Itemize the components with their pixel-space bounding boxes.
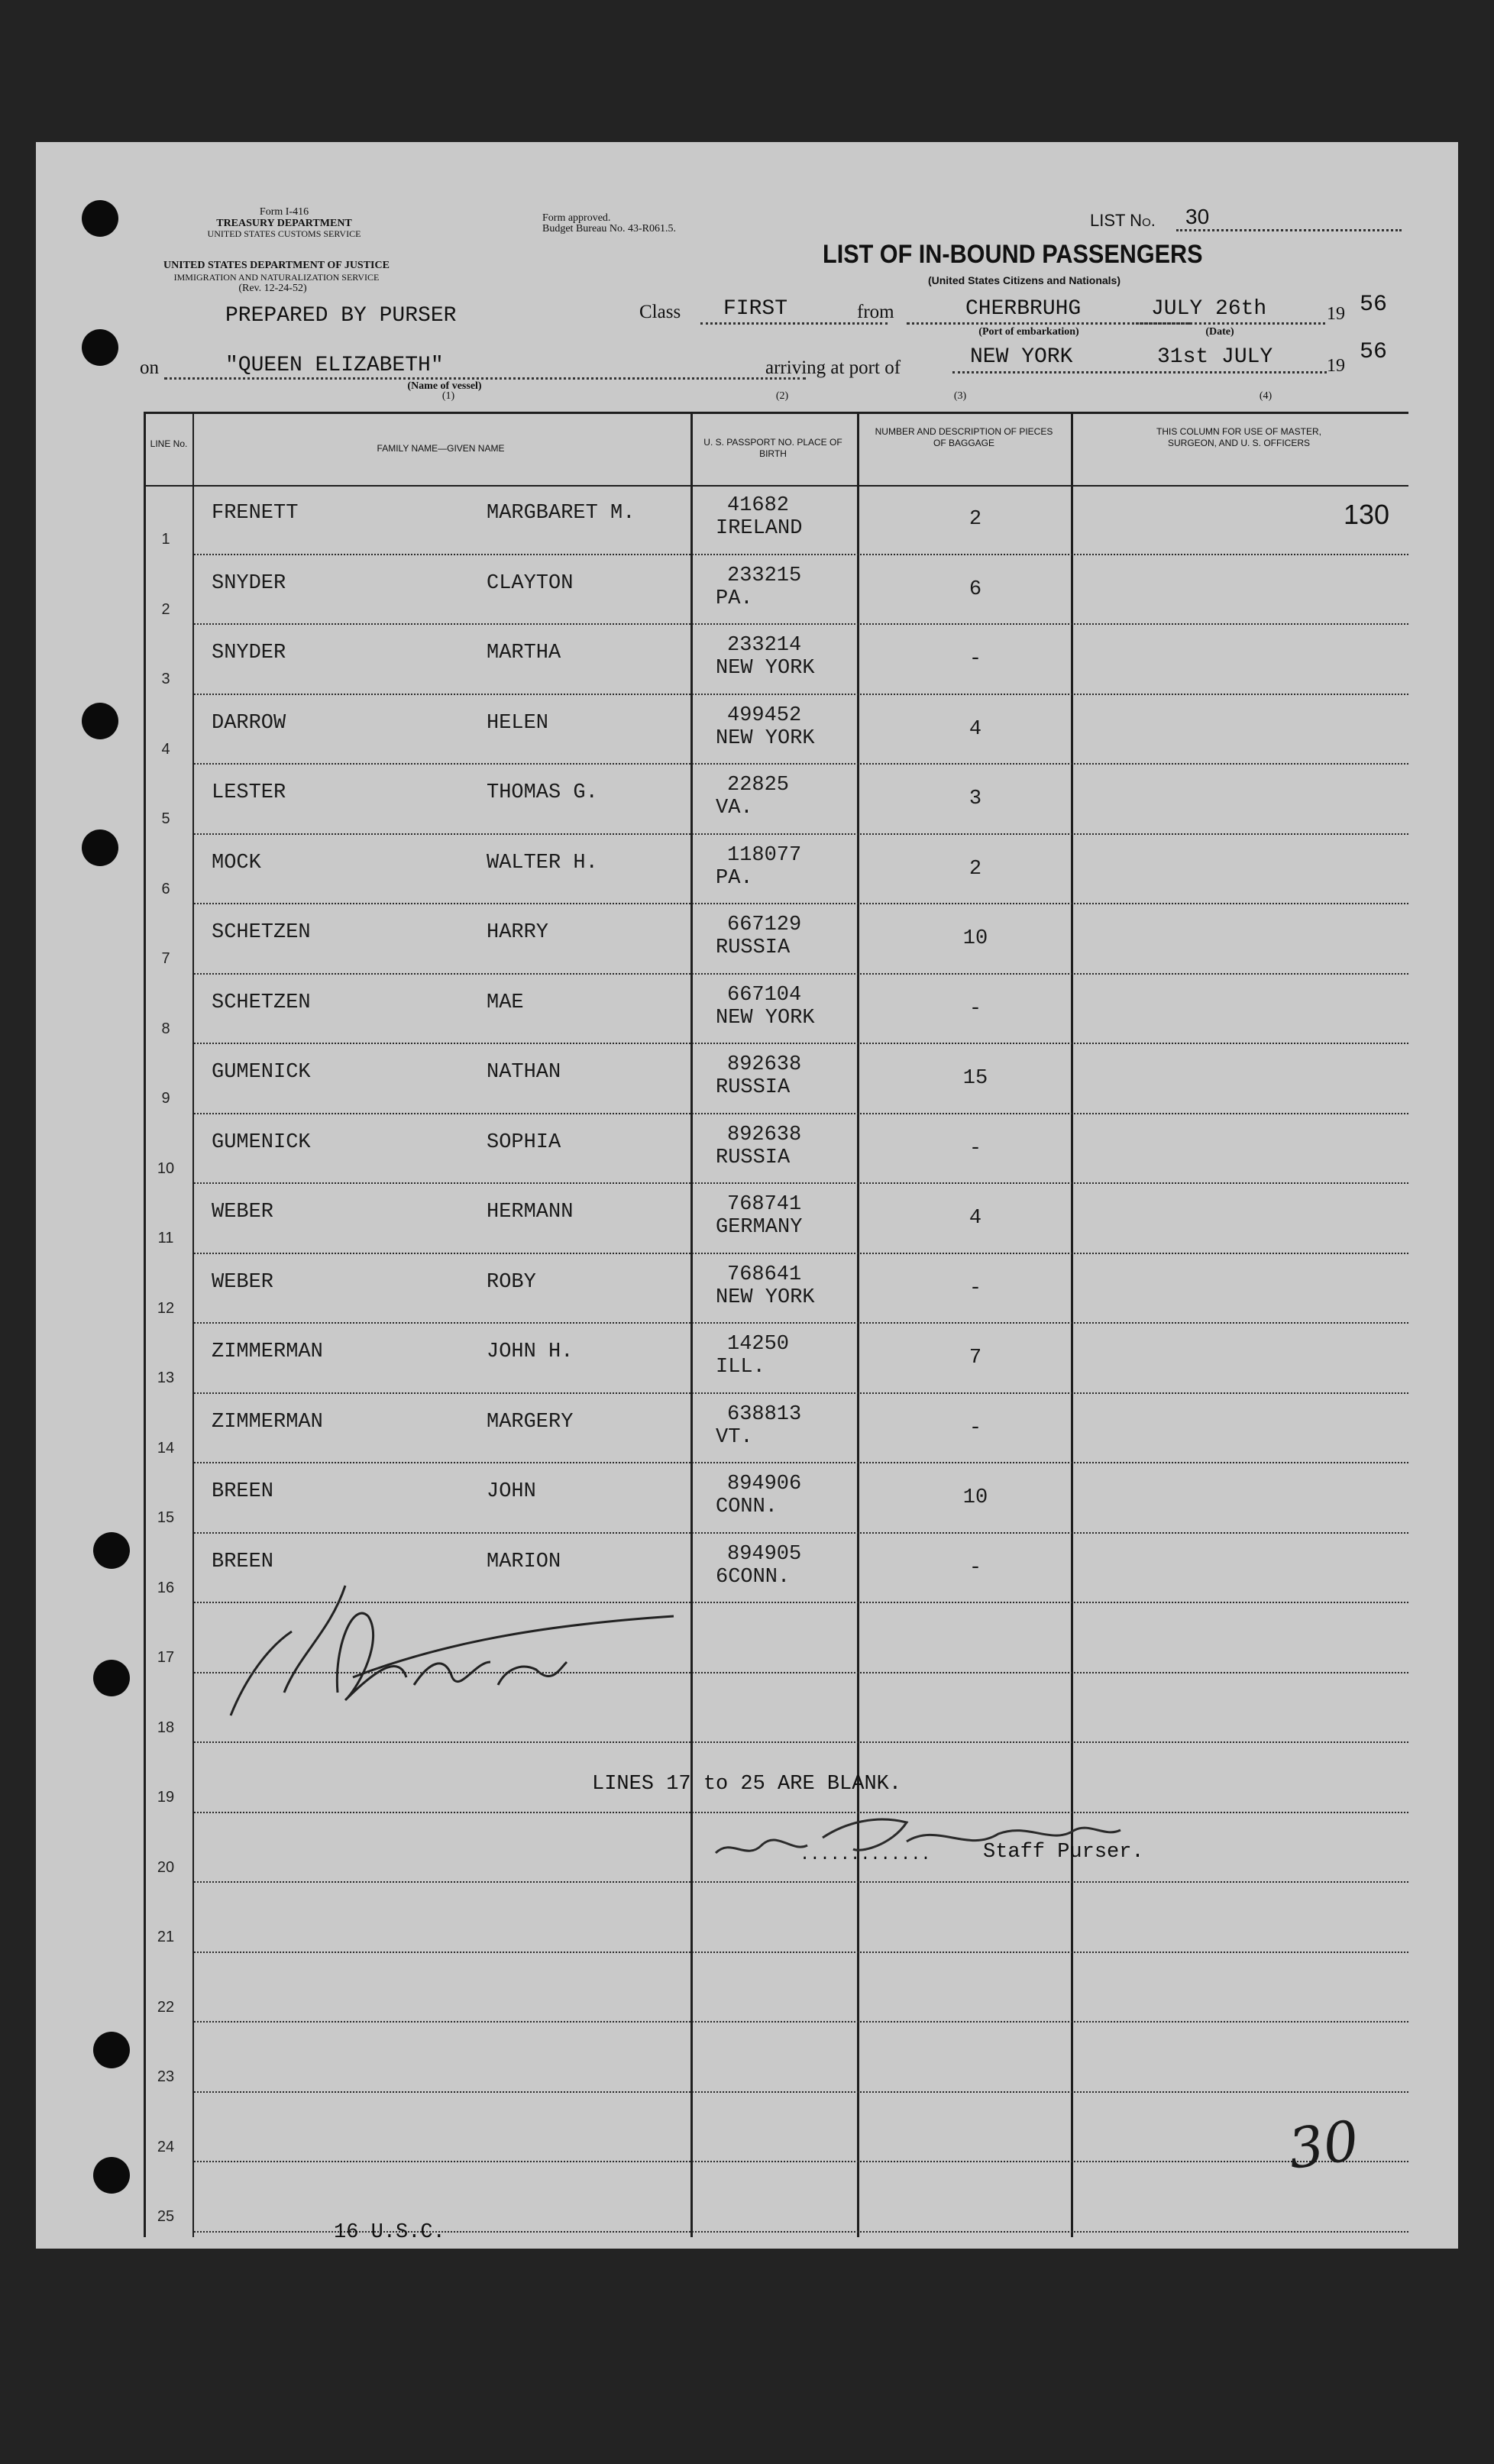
revision: (Rev. 12-24-52) [238,283,307,294]
baggage-count: 2 [969,508,982,531]
family-name: SCHETZEN [212,991,311,1014]
year2-prefix: 19 [1327,356,1345,376]
baggage-count: - [969,997,982,1020]
place-of-birth: GERMANY [716,1216,803,1239]
given-name: HERMANN [487,1201,574,1224]
given-name: ROBY [487,1270,536,1294]
passport-number: 638813 [727,1402,802,1426]
row-divider [194,623,1408,625]
family-name: WEBER [212,1270,274,1294]
on-label: on [140,357,159,378]
row-divider [194,1951,1408,1953]
family-name: LESTER [212,781,286,804]
year2-value: 56 [1360,339,1388,365]
arriving-label: arriving at port of [765,357,901,378]
line-number: 10 [157,1159,175,1177]
baggage-count: - [969,1276,982,1300]
treasury-dept: TREASURY DEPARTMENT [216,218,352,229]
given-name: JOHN [487,1480,536,1503]
passport-number: 499452 [727,703,802,727]
given-name: HELEN [487,711,549,735]
family-name: BREEN [212,1550,274,1573]
row-divider [194,833,1408,835]
row-divider [194,2091,1408,2093]
baggage-count: 6 [969,577,982,601]
date-caption: (Date) [1205,326,1234,338]
signature-dots: ............. [800,1845,931,1864]
row-divider [194,1881,1408,1883]
footer-code: 16 U.S.C. [334,2221,445,2244]
col-header-name: FAMILY NAME—GIVEN NAME [377,443,505,454]
family-name: SNYDER [212,571,286,595]
row-divider [194,763,1408,765]
given-name: SOPHIA [487,1130,561,1154]
given-name: MARGBARET M. [487,502,635,525]
line-number: 23 [157,2068,175,2085]
purser-signature [708,1807,1136,1876]
passport-number: 41682 [727,494,790,517]
form-id: Form I-416 [259,206,309,218]
place-of-birth: VA. [716,797,753,820]
passport-number: 233214 [727,634,802,657]
signer-title: Staff Purser. [983,1841,1144,1864]
given-name: THOMAS G. [487,781,598,804]
family-name: ZIMMERMAN [212,1410,323,1434]
arrival-port: NEW YORK [970,345,1073,369]
row-divider [194,1113,1408,1114]
port-caption: (Port of embarkation) [978,326,1079,338]
col-header-passport: U. S. PASSPORT NO. PLACE OF BIRTH [703,437,842,459]
col-num-3: (3) [953,390,967,402]
passport-number: 233215 [727,564,802,587]
col-num-4: (4) [1259,390,1272,402]
line-number: 8 [161,1020,170,1037]
baggage-count: 15 [962,1067,988,1090]
line-number: 17 [157,1649,175,1666]
handwritten-signature [200,1540,674,1769]
year-prefix: 19 [1327,304,1345,324]
row-divider [194,694,1408,695]
passport-number: 118077 [727,843,802,867]
margin-note: 130 [1344,499,1390,530]
line-number: 7 [161,950,170,967]
place-of-birth: NEW YORK [716,657,815,680]
place-of-birth: IRELAND [716,517,803,540]
justice-dept: UNITED STATES DEPARTMENT OF JUSTICE [163,260,390,271]
passport-number: 667104 [727,983,802,1007]
row-divider [194,903,1408,904]
passport-number: 894905 [727,1542,802,1566]
row-divider [194,1462,1408,1463]
punch-hole [82,329,118,366]
baggage-count: - [969,1416,982,1440]
passport-number: 14250 [727,1333,790,1356]
place-of-birth: RUSSIA [716,1146,791,1169]
punch-hole [93,2032,130,2068]
given-name: JOHN H. [487,1340,574,1363]
row-divider [194,1253,1408,1254]
row-divider [194,2021,1408,2023]
from-value: CHERBRUHG [965,297,1082,321]
row-divider [194,1182,1408,1184]
passport-number: 892638 [727,1053,802,1076]
corner-number: 30 [1284,2108,1363,2181]
col-header-line: LINE No. [150,438,188,449]
line-number: 6 [161,880,170,897]
form-approved: Form approved. [542,212,611,224]
place-of-birth: 6CONN. [716,1565,791,1589]
given-name: WALTER H. [487,851,598,875]
col-header-officers: THIS COLUMN FOR USE OF MASTER, SURGEON, AND U. S. OFFICERS [1156,426,1321,448]
row-divider [194,1043,1408,1044]
family-name: FRENETT [212,502,299,525]
passport-number: 768641 [727,1263,802,1286]
place-of-birth: NEW YORK [716,726,815,750]
passport-number: 22825 [727,774,790,797]
line-number: 4 [161,740,170,758]
date-value: JULY 26th [1151,297,1267,321]
baggage-count: 2 [969,857,982,881]
row-divider [194,2161,1408,2162]
vessel-caption: (Name of vessel) [407,380,482,392]
baggage-count: 10 [962,1486,988,1509]
place-of-birth: PA. [716,866,753,890]
col-num-1: (1) [441,390,455,402]
baggage-count: 10 [962,927,988,950]
passport-number: 667129 [727,913,802,936]
given-name: MARION [487,1550,561,1573]
arrival-date: 31st JULY [1157,345,1273,369]
class-label: Class [639,302,681,322]
blank-note: LINES 17 to 25 ARE BLANK. [592,1773,902,1796]
line-number: 22 [157,1998,175,2016]
page-subtitle: (United States Citizens and Nationals) [927,274,1121,286]
line-number: 18 [157,1719,175,1736]
line-number: 20 [157,1858,175,1876]
line-number: 9 [161,1090,170,1107]
family-name: DARROW [212,711,286,735]
given-name: MARGERY [487,1410,574,1434]
prepared-by: PREPARED BY PURSER [225,304,457,328]
family-name: ZIMMERMAN [212,1340,323,1363]
baggage-count: - [969,1556,982,1580]
line-number: 14 [157,1439,175,1457]
place-of-birth: RUSSIA [716,936,791,959]
line-number: 21 [157,1929,175,1945]
row-divider [194,973,1408,975]
baggage-count: 4 [969,717,982,741]
line-number: 16 [157,1579,175,1596]
line-number: 2 [161,600,170,618]
family-name: WEBER [212,1201,274,1224]
punch-hole [82,200,118,237]
place-of-birth: RUSSIA [716,1076,791,1099]
family-name: GUMENICK [212,1130,311,1154]
punch-hole [93,1660,130,1696]
passport-number: 892638 [727,1123,802,1146]
col-num-2: (2) [775,390,789,402]
family-name: BREEN [212,1480,274,1503]
baggage-count: - [969,1137,982,1160]
budget-bureau: Budget Bureau No. 43-R061.5. [542,223,676,234]
line-number: 1 [161,531,170,548]
line-number: 12 [157,1299,175,1317]
vessel-name: "QUEEN ELIZABETH" [225,354,444,377]
baggage-count: 7 [969,1347,982,1369]
manifest-page [36,142,1458,2249]
list-no-label: LIST No. [1090,211,1156,230]
customs-service: UNITED STATES CUSTOMS SERVICE [207,228,361,239]
row-divider [194,1532,1408,1534]
place-of-birth: NEW YORK [716,1006,815,1030]
line-number: 5 [161,810,170,827]
place-of-birth: CONN. [716,1496,778,1518]
passport-number: 768741 [727,1193,802,1216]
family-name: GUMENICK [212,1061,311,1084]
year-value: 56 [1360,292,1388,318]
given-name: NATHAN [487,1061,561,1084]
punch-hole [82,703,118,739]
place-of-birth: ILL. [716,1356,765,1379]
family-name: SCHETZEN [212,921,311,944]
baggage-count: 3 [969,787,982,810]
given-name: MAE [487,991,524,1014]
class-value: FIRST [723,297,788,321]
row-divider [194,1322,1408,1324]
given-name: HARRY [487,921,549,944]
place-of-birth: PA. [716,587,753,610]
page-title: LIST OF IN-BOUND PASSENGERS [823,240,1203,269]
punch-hole [93,1532,130,1569]
punch-hole [82,829,118,866]
line-number: 3 [161,671,170,687]
row-divider [194,554,1408,555]
line-number: 19 [157,1789,175,1806]
passport-number: 894906 [727,1473,802,1496]
punch-hole [93,2157,130,2194]
family-name: MOCK [212,851,261,875]
baggage-count: 4 [969,1207,982,1230]
line-number: 24 [157,2138,175,2155]
row-divider [194,1392,1408,1394]
list-no-value: 30 [1185,205,1210,228]
col-header-baggage: NUMBER AND DESCRIPTION OF PIECES OF BAGGAGE [875,426,1053,448]
from-label: from [857,302,894,322]
family-name: SNYDER [212,642,286,665]
given-name: MARTHA [487,642,561,665]
place-of-birth: VT. [716,1425,753,1449]
line-number: 13 [157,1369,175,1386]
line-number: 15 [157,1509,175,1526]
immigration-service: IMMIGRATION AND NATURALIZATION SERVICE [173,272,380,283]
line-number: 11 [157,1230,174,1247]
place-of-birth: NEW YORK [716,1285,815,1309]
given-name: CLAYTON [487,571,574,595]
line-number: 25 [157,2208,175,2225]
baggage-count: - [969,648,982,671]
